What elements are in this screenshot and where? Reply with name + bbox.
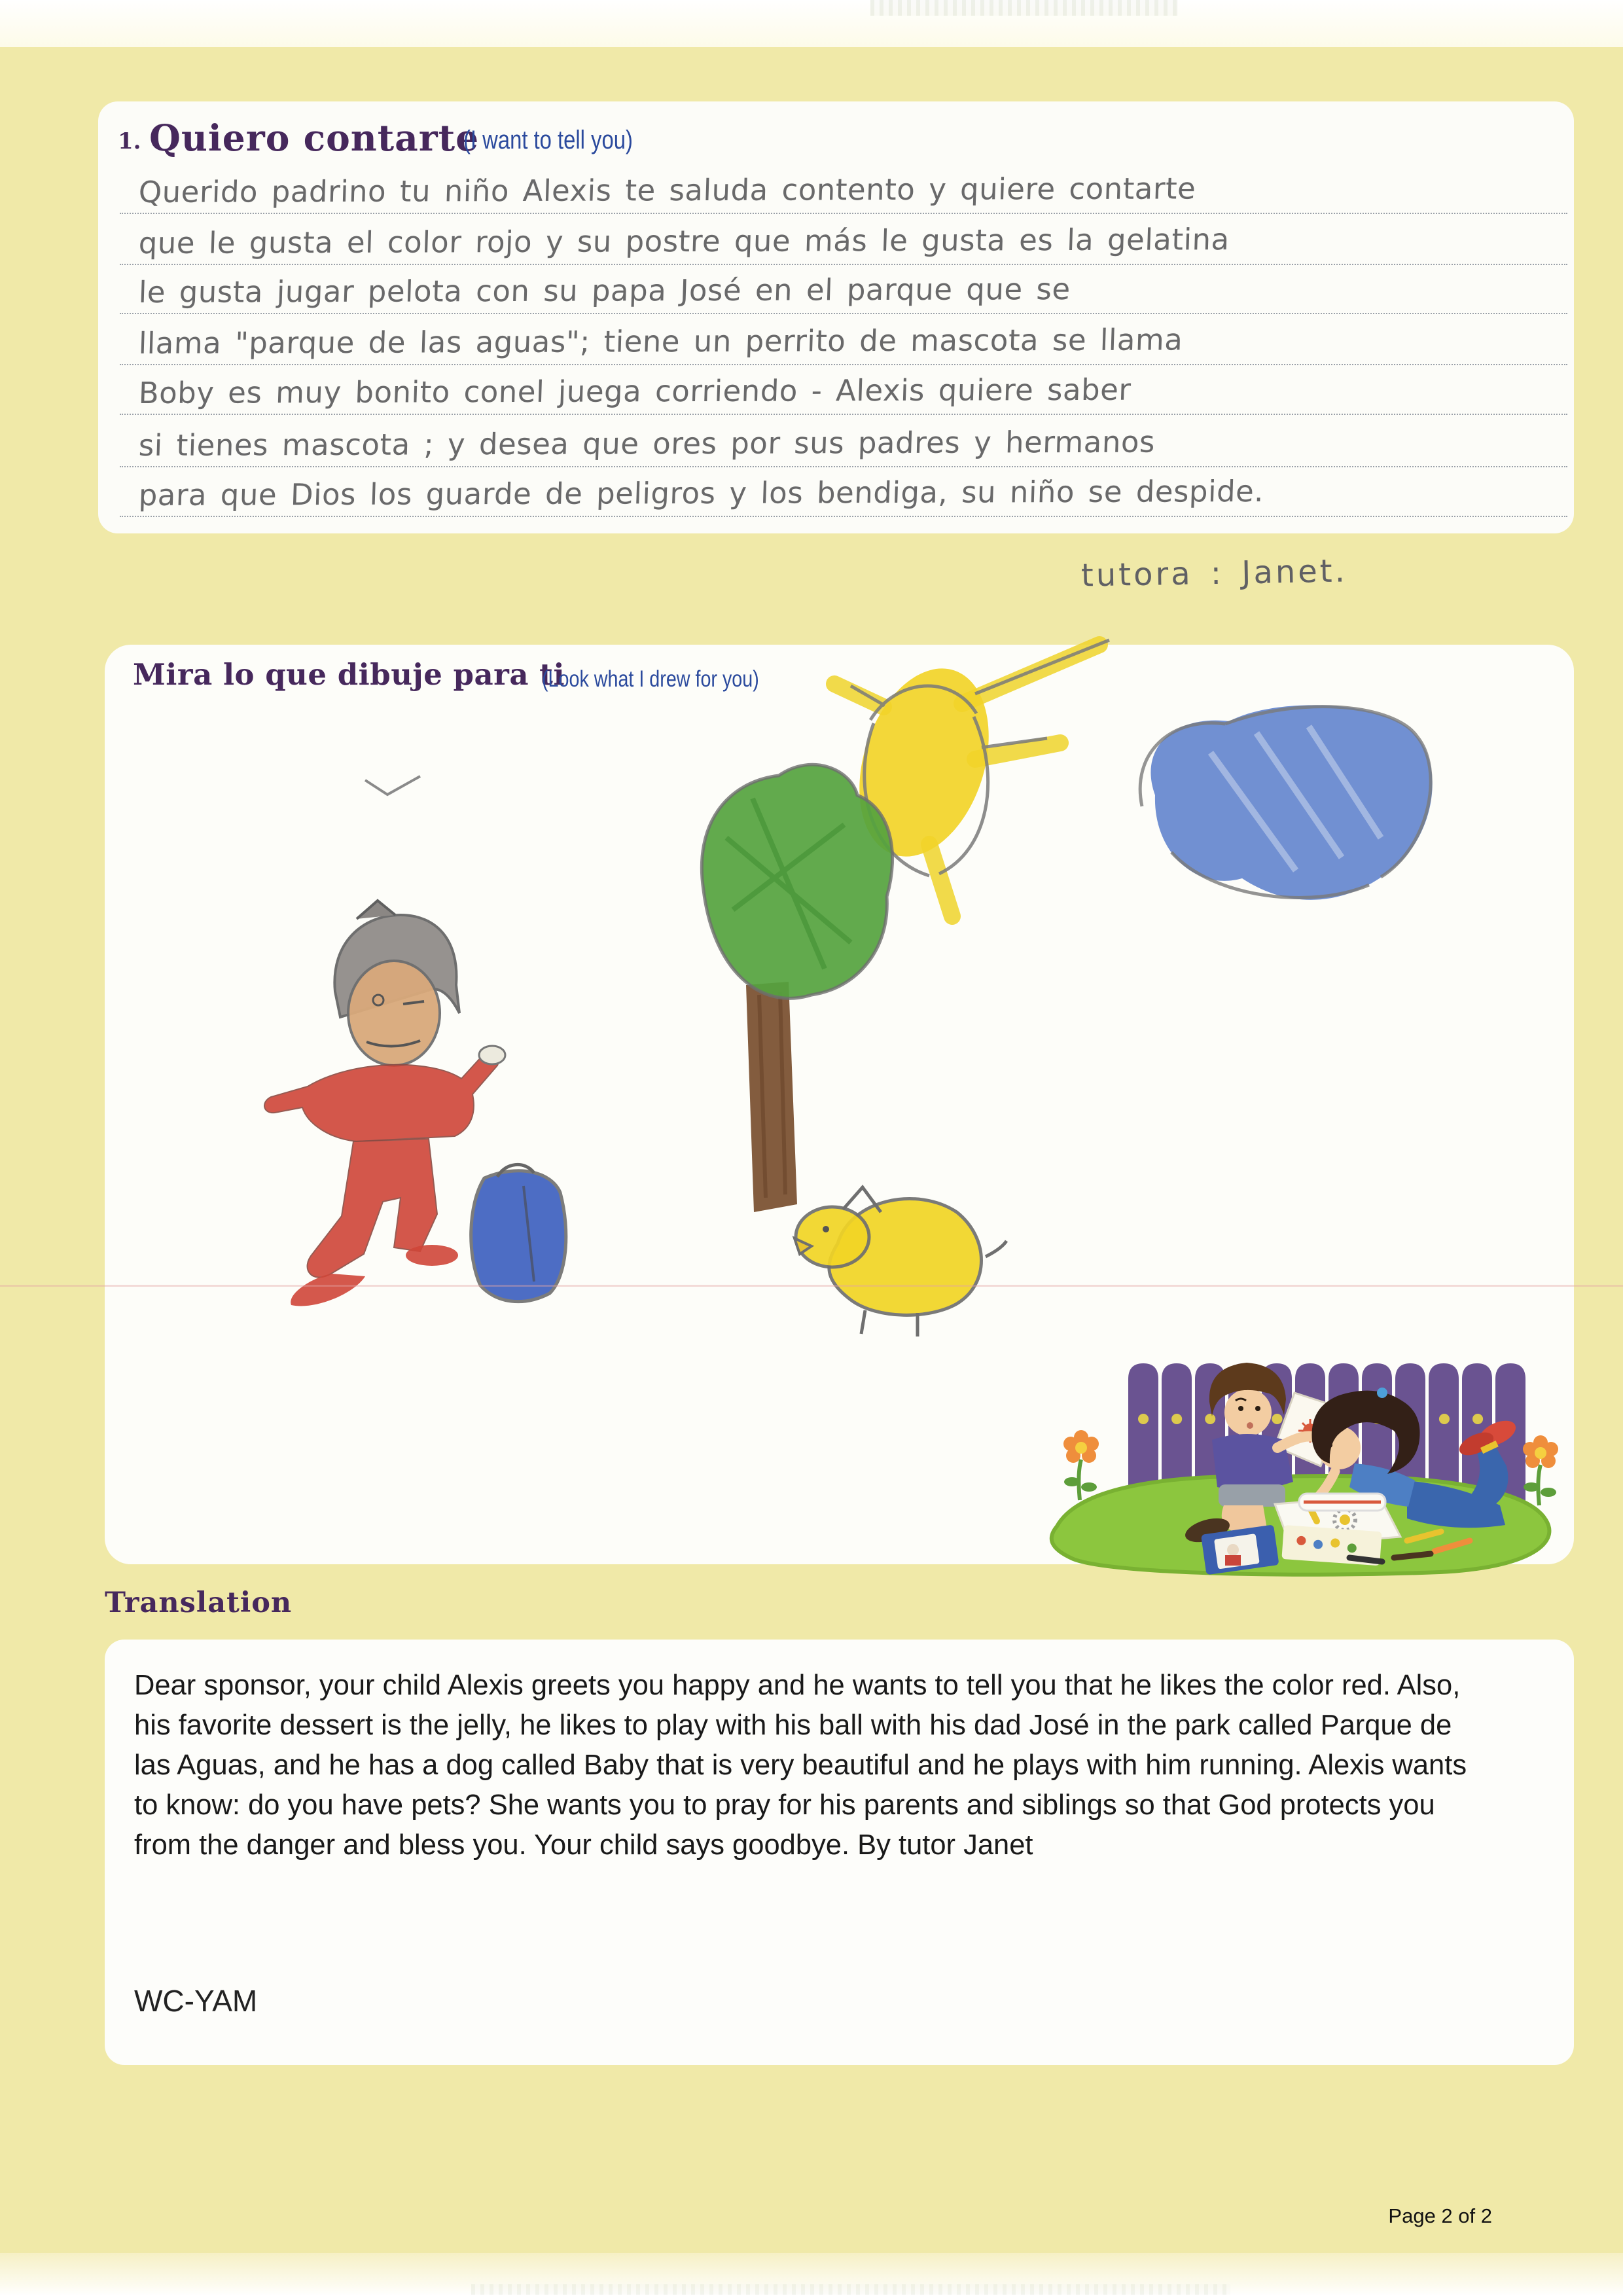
handwriting-line — [120, 164, 1567, 214]
drawing-card — [105, 645, 1574, 1564]
translation-heading: Translation — [105, 1587, 293, 1619]
section1-title-es: Quiero contarte — [149, 117, 480, 159]
handwriting-line — [120, 315, 1567, 365]
translation-body: Dear sponsor, your child Alexis greets you happy and he wants to tell you that he likes the color red. Also, his favorite dessert is the jelly, he likes to play with his ball with his dad José in the park called Parque de las Aguas, and he has a dog called Baby that is very beautiful and he plays with him running. Alexis wants to know: do you have pets? She wants you to pray for his parents and siblings so that God protects you from the danger and bless you. Your child says goodbye. By tutor Janet — [134, 1670, 1467, 1861]
section1-number: 1. — [118, 128, 141, 154]
scan-noise-artifact — [471, 2284, 1230, 2295]
scan-line-artifact — [0, 1285, 1623, 1287]
tutor-signature: tutora : Janet. — [1080, 552, 1348, 594]
handwriting-text: Boby es muy bonito conel juega corriendo - Alexis quiere saber — [138, 372, 1132, 410]
section2-title-en: (Look what I drew for you) — [542, 666, 759, 692]
handwriting-text: Querido padrino tu niño Alexis te saluda contento y quiere contarte — [138, 171, 1197, 209]
handwriting-line — [120, 467, 1567, 517]
handwriting-text: le gusta jugar pelota con su papa José en el parque que se — [138, 272, 1071, 310]
handwriting-line — [120, 418, 1567, 467]
section2-title-es: Mira lo que dibuje para ti — [133, 657, 565, 692]
handwriting-text: si tienes mascota ; y desea que ores por sus padres y hermanos — [138, 424, 1156, 463]
handwriting-text: para que Dios los guarde de peligros y los bendiga, su niño se despide. — [138, 473, 1264, 512]
handwriting-line — [120, 215, 1567, 265]
letter-code: WC-YAM — [134, 1984, 258, 2018]
page-number: Page 2 of 2 — [1388, 2204, 1492, 2227]
section1-title-en: (I want to tell you) — [463, 126, 633, 154]
handwriting-text: llama "parque de las aguas"; tiene un perrito de mascota se llama — [138, 322, 1184, 361]
scan-noise-artifact — [870, 0, 1178, 16]
handwriting-line — [120, 365, 1567, 415]
scan-top-margin — [0, 0, 1623, 47]
handwriting-line — [120, 264, 1567, 314]
handwriting-text: que le gusta el color rojo y su postre que más le gusta es la gelatina — [138, 222, 1230, 260]
